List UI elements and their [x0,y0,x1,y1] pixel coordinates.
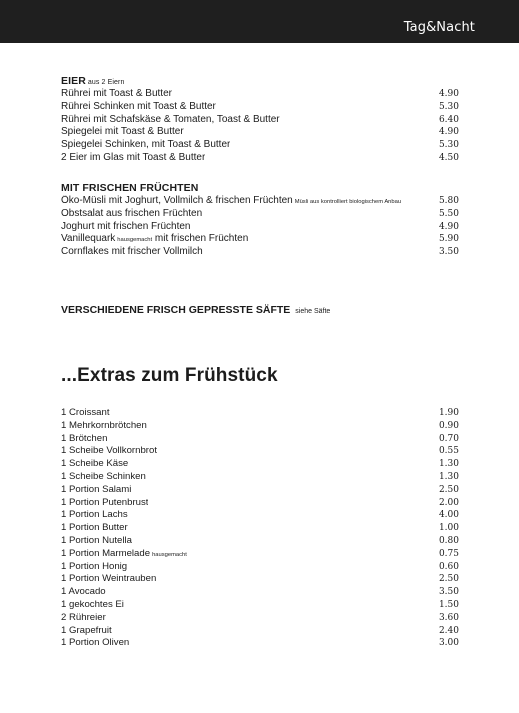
menu-item-name [61,599,124,612]
menu-item [61,126,459,139]
extras-title: ...Extras zum Frühstück [61,365,278,386]
menu-item-name [61,88,172,101]
item-name-text: 1 Portion Lachs [61,509,128,521]
menu-item-name [61,612,106,625]
menu-item [61,433,459,446]
menu-item [61,548,459,561]
item-name-text: 2 Rühreier [61,611,106,623]
item-name-text: 1 Portion Oliven [61,637,130,649]
menu-item-price: 0.60 [438,561,459,572]
menu-item-price: 0.90 [438,420,459,431]
item-name-text: Obstsalat aus frischen Früchten [61,207,203,219]
item-name-text: Cornflakes mit frischer Vollmilch [61,246,203,258]
menu-item [61,139,459,152]
menu-item-price: 4.00 [438,510,459,521]
menu-item-name [61,471,146,484]
menu-item-price: 4.90 [438,127,459,138]
section-title [61,75,459,88]
menu-item [61,497,459,510]
menu-item-name [61,573,156,586]
section-heading: EIER [61,75,86,87]
menu-item-name [61,561,127,574]
item-name-text: 1 Portion Marmelade [61,547,151,559]
menu-item-price: 0.55 [438,446,459,457]
menu-item-name [61,152,205,165]
menu-item [61,535,459,548]
menu-list [61,195,459,259]
menu-item-price: 0.75 [438,548,459,559]
menu-item [61,152,459,165]
item-name-text: Vanillequark [61,233,116,245]
item-name-text: 1 Portion Honig [61,560,128,572]
menu-item-price: 1.30 [438,459,459,470]
menu-item [61,420,459,433]
item-name-text: 1 Portion Putenbrust [61,496,149,508]
item-name-text: 2 Eier im Glas mit Toast & Butter [61,151,206,163]
item-note: hausgemacht [152,551,187,558]
menu-item-price: 0.70 [438,433,459,444]
menu-item-name [61,548,187,562]
menu-item [61,522,459,535]
menu-item-price: 6.40 [438,114,459,125]
item-note: Müsli aus kontrolliert biologischem Anbau [294,199,402,205]
item-name-text: 1 Portion Salami [61,483,132,495]
menu-item [61,233,459,246]
menu-item-name [61,535,132,548]
menu-item [61,484,459,497]
extras-list [61,407,459,650]
menu-item-name [61,101,216,114]
item-name-text: Rührei Schinken mit Toast & Butter [61,100,216,112]
item-name-text: 1 Scheibe Schinken [61,470,146,482]
menu-item-name [61,420,147,433]
menu-item-price: 1.00 [438,523,459,534]
menu-item [61,612,459,625]
section-note: siehe Säfte [295,308,331,315]
menu-item-price: 4.90 [438,221,459,232]
item-name-text: 1 Scheibe Vollkornbrot [61,445,157,457]
menu-item [61,114,459,127]
menu-item-price: 4.90 [438,89,459,99]
item-name-text: Rührei mit Schafskäse & Tomaten, Toast & Butter [61,113,280,125]
item-name-text: 1 gekochtes Ei [61,598,124,610]
menu-item-price: 3.00 [438,638,459,649]
menu-item [61,573,459,586]
menu-item [61,471,459,484]
menu-item-price: 2.50 [438,574,459,585]
menu-item [61,458,459,471]
menu-item-price: 3.50 [438,247,459,258]
menu-list [61,88,459,165]
item-name-suffix: mit frischen Früchten [154,233,249,245]
menu-item [61,599,459,612]
menu-item [61,88,459,101]
menu-item-price: 4.50 [438,152,459,163]
menu-item-price: 2.40 [438,625,459,636]
item-name-text: 1 Brötchen [61,432,108,444]
item-name-text: Spiegelei mit Toast & Butter [61,126,184,138]
menu-item-price: 5.90 [438,234,459,245]
item-name-text: 1 Grapefruit [61,624,112,636]
menu-item-name [61,458,128,471]
menu-item-name [61,637,129,650]
item-note: hausgemacht [117,237,153,244]
menu-item [61,208,459,221]
menu-item-price: 3.60 [438,612,459,623]
menu-item-price: 1.50 [438,599,459,610]
section-saefte [61,304,330,316]
menu-item-name [61,246,203,259]
item-name-text: 1 Scheibe Käse [61,458,129,470]
menu-item-price: 0.80 [438,535,459,546]
menu-item-name [61,195,401,209]
section-title: MIT FRISCHEN FRÜCHTEN [61,182,199,194]
menu-item-name [61,497,148,510]
menu-item [61,625,459,638]
menu-item [61,407,459,420]
header-bar [0,0,519,43]
menu-item-name [61,509,128,522]
item-name-text: 1 Croissant [61,407,110,418]
menu-item [61,246,459,259]
item-name-text: Rührei mit Toast & Butter [61,88,172,99]
menu-item-name [61,484,131,497]
section-note: aus 2 Eiern [87,79,125,86]
menu-item [61,561,459,574]
item-name-text: 1 Avocado [61,586,106,598]
brand-name: Tag&Nacht [403,20,475,35]
menu-item-name [61,625,112,638]
section-heading: VERSCHIEDENE FRISCH GEPRESSTE SÄFTE [61,304,291,316]
item-name-text: 1 Portion Weintrauben [61,573,157,585]
menu-item-name [61,114,280,127]
menu-item-name [61,139,230,152]
menu-item-price: 1.30 [438,471,459,482]
menu-item-price: 5.50 [438,208,459,219]
menu-item-name [61,445,157,458]
item-name-text: Joghurt mit frischen Früchten [61,220,191,232]
menu-item [61,445,459,458]
item-name-text: 1 Portion Nutella [61,534,132,546]
menu-item-name [61,126,184,139]
menu-item-name [61,586,106,599]
menu-item-price: 5.30 [438,101,459,112]
section-eier [61,75,459,165]
menu-item-price: 5.30 [438,140,459,151]
menu-item [61,195,459,208]
item-name-text: Öko-Müsli mit Joghurt, Vollmilch & frischen Früchten [61,195,293,206]
menu-item-price: 5.80 [438,196,459,206]
menu-item [61,509,459,522]
item-name-text: Spiegelei Schinken, mit Toast & Butter [61,139,231,151]
menu-item-price: 2.50 [438,484,459,495]
menu-item-name [61,221,191,234]
menu-item-price: 2.00 [438,497,459,508]
item-name-text: 1 Mehrkornbrötchen [61,419,147,431]
menu-item-name [61,233,248,247]
menu-item-price: 1.90 [438,408,459,418]
menu-item [61,586,459,599]
menu-item-name [61,208,202,221]
menu-item-name [61,433,107,446]
menu-item-price: 3.50 [438,587,459,598]
menu-item [61,101,459,114]
menu-item-name [61,522,128,535]
menu-item [61,637,459,650]
section-fruechte [61,182,459,259]
menu-item [61,221,459,234]
item-name-text: 1 Portion Butter [61,522,128,534]
menu-item-name [61,407,110,420]
